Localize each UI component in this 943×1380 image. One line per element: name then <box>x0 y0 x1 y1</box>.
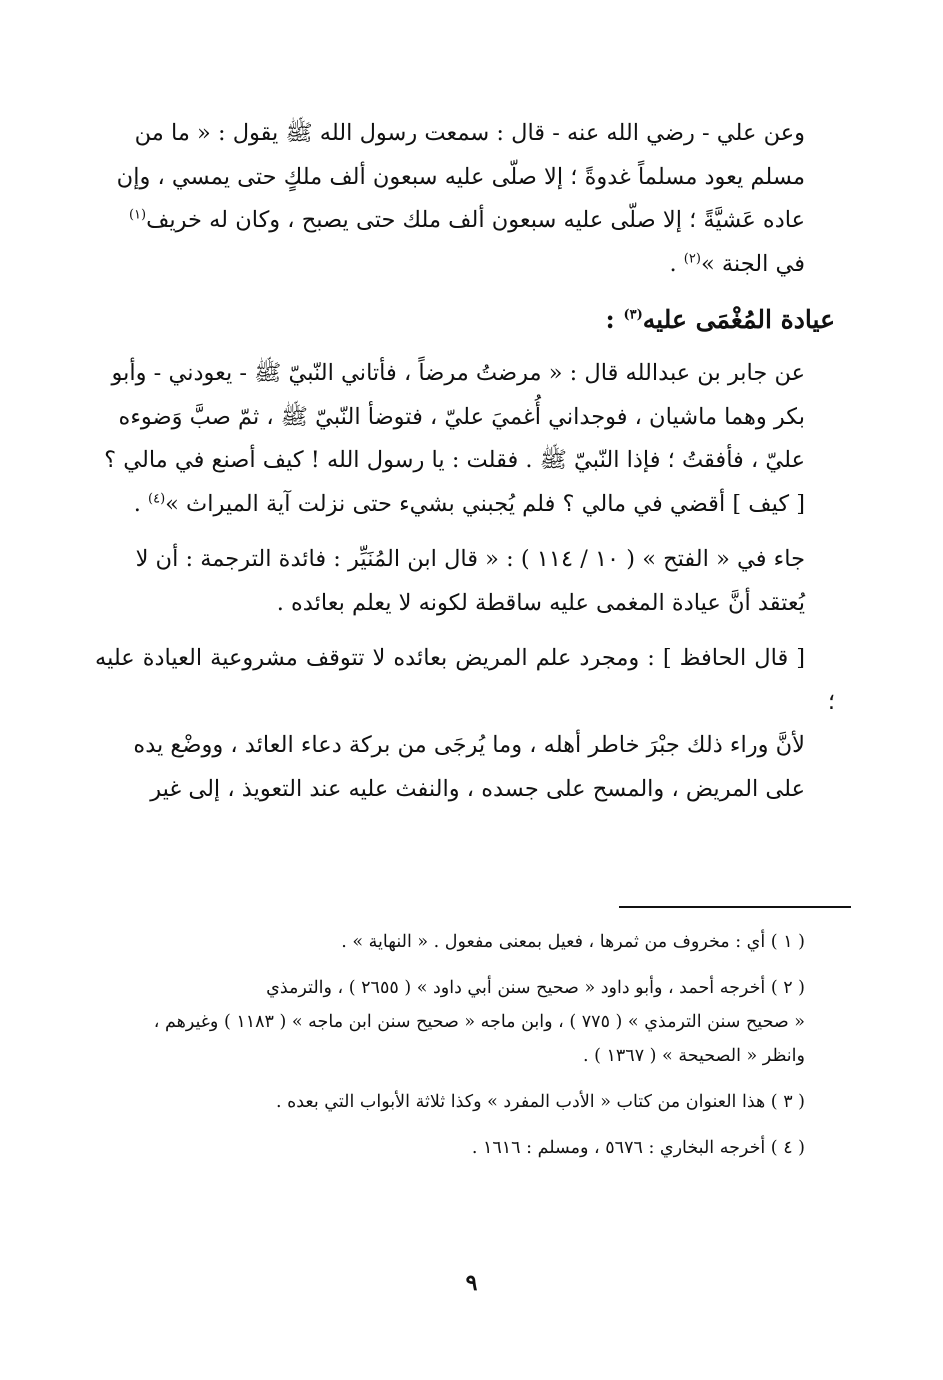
heading-text: عيادة المُغْمَى عليه <box>642 305 835 334</box>
text-line: [ قال الحافظ ] : ومجرد علم المريض بعائده لا تتوقف مشروعية العيادة عليه ؛ <box>95 645 835 715</box>
footnote-ref: (١) <box>128 207 147 223</box>
footnote-2 <box>95 971 835 1073</box>
text-line: بكر وهما ماشيان ، فوجداني أُغميَ عليّ ، فتوضأ النّبيّ ﷺ ، ثمّ صبَّ وَضوءه <box>118 403 805 430</box>
paragraph-hadith-jabir <box>95 352 835 526</box>
text-line: لأنَّ وراء ذلك جبْرَ خاطر أهله ، وما يُرجَى من بركة دعاء العائد ، ووضْع يده <box>133 732 805 758</box>
text-fragment: [ كيف ] أقضي في مالي ؟ فلم يُجبني بشيء حتى نزلت آية الميراث » <box>165 490 805 517</box>
text-fragment: في الجنة » <box>700 250 805 277</box>
footnote-ref: (٤) <box>148 491 166 506</box>
text-line <box>95 199 835 243</box>
text-line: جاء في « الفتح » ( ١٠ / ١١٤ ) : « قال ابن المُنَيِّر : فائدة الترجمة : أن لا <box>135 546 805 572</box>
footnotes <box>95 925 835 1177</box>
paragraph-fath <box>95 538 835 625</box>
footnote-4 <box>95 1131 835 1165</box>
footnote-line: وانظر « الصحيحة » ( ١٣٦٧ ) . <box>582 1046 805 1066</box>
text-line: يُعتقد أنَّ عيادة المغمى عليه ساقطة لكونه لا يعلم بعائده . <box>276 589 805 616</box>
footnote-line: ( ٢ ) أخرجه أحمد ، وأبو داود « صحيح سنن أبي داود » ( ٢٦٥٥ ) ، والترمذي <box>266 978 805 998</box>
heading-suffix: : <box>605 305 615 334</box>
text-line: وعن علي - رضي الله عنه - قال : سمعت رسول الله ﷺ يقول : « ما من <box>134 120 805 146</box>
footnote-3 <box>95 1085 835 1119</box>
footnote-line: ( ٤ ) أخرجه البخاري : ٥٦٧٦ ، ومسلم : ١٦١٦ . <box>471 1138 805 1158</box>
footnote-ref: (٢) <box>683 251 701 266</box>
text-line: عن جابر بن عبدالله قال : « مرضتُ مرضاً ، فأتاني النّبيّ ﷺ - يعودني - وأبو <box>111 360 805 386</box>
text-line: عليّ ، فأفقتُ ؛ فإذا النّبيّ ﷺ . فقلت : يا رسول الله ! كيف أصنع في مالي ؟ <box>104 447 805 473</box>
text-line: مسلم يعود مسلماً غدوةً ؛ إلا صلّى عليه سبعون ألف ملكٍ حتى يمسي ، وإن <box>116 163 805 190</box>
page-number: ٩ <box>465 1270 478 1296</box>
paragraph-hafiz <box>95 637 835 811</box>
footnote-line: ( ١ ) أي : مخروف من ثمرها ، فعيل بمعنى مفعول . « النهاية » . <box>341 932 805 952</box>
footnote-ref: (٣) <box>623 307 643 323</box>
text-fragment: عاده عَشيَّةً ؛ إلا صلّى عليه سبعون ألف ملك حتى يصبح ، وكان له خريف <box>146 207 805 233</box>
section-heading <box>95 298 835 342</box>
text-line: [ كيف ] أقضي في مالي ؟ فلم يُجبني بشيء حتى نزلت آية الميراث »$^{(٤)}$ . <box>133 490 805 517</box>
paragraph-hadith-ali <box>95 112 835 286</box>
footnote-separator <box>619 906 851 908</box>
main-text <box>95 112 835 823</box>
footnote-line: ( ٣ ) هذا العنوان من كتاب « الأدب المفرد » وكذا ثلاثة الأبواب التي بعده . <box>275 1092 805 1112</box>
footnote-line: « صحيح سنن الترمذي » ( ٧٧٥ ) ، وابن ماجه « صحيح سنن ابن ماجه » ( ١١٨٣ ) وغيرهم ، <box>153 1012 805 1032</box>
text-line: على المريض ، والمسح على جسده ، والنفث عليه عند التعويذ ، إلى غير <box>150 775 805 802</box>
text-line: في الجنة »$^{(٢)}$ . <box>669 250 805 277</box>
footnote-1 <box>95 925 835 959</box>
